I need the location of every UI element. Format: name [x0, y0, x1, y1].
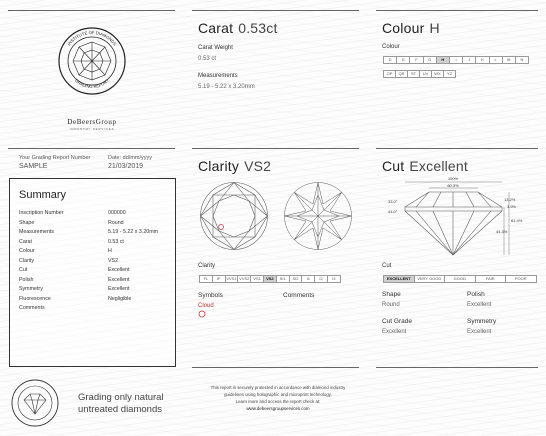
symbols-value: Cloud — [198, 303, 214, 309]
summary-row-value: 000000 — [108, 210, 126, 216]
colour-grade-cell: H — [436, 56, 450, 64]
security-text — [188, 384, 368, 412]
summary-row-value: Round — [108, 219, 124, 226]
summary-row-key: Inscription Number — [19, 210, 64, 216]
natural-diamond-seal — [10, 378, 60, 428]
summary-row — [19, 277, 169, 286]
cut-title: Cut — [382, 158, 405, 174]
colour-grade-cell: QR — [395, 70, 408, 78]
summary-row-value: Negligible — [108, 295, 132, 302]
summary-row-key: Shape — [19, 219, 35, 226]
colour-grade-cell: E — [396, 56, 410, 64]
summary-row-key: Cut — [19, 267, 28, 273]
table-pct: 100% — [447, 176, 459, 181]
pavilion-depth-pct: 44.3% — [496, 229, 508, 234]
colour-grade-cell: L — [489, 56, 503, 64]
colour-title: Colour — [382, 20, 425, 36]
summary-row-value: Excellent — [108, 276, 130, 283]
polish-label: Polish — [467, 291, 485, 298]
summary-row — [19, 248, 169, 257]
colour-heading — [382, 20, 440, 36]
clarity-grade-cell: I3 — [327, 275, 341, 283]
summary-row-key: Fluorescence — [19, 295, 51, 302]
clarity-grade-cell: I1 — [301, 275, 315, 283]
crown-pct: 60.3% — [447, 183, 459, 188]
clarity-heading — [198, 158, 271, 174]
summary-row-key: Clarity — [19, 257, 35, 264]
report-number-label: Your Grading Report Number — [19, 155, 91, 161]
cut-grade-cell: GOOD — [444, 275, 476, 283]
cut-grade-cell: EXCELLENT — [383, 275, 415, 283]
clarity-grade-cell: VS2 — [263, 275, 277, 283]
cut-grade-cell: VERY GOOD — [414, 275, 446, 283]
symbols-label: Symbols — [198, 292, 223, 299]
clarity-plot-crown-view — [199, 181, 269, 251]
colour-scale-row-1 — [383, 56, 528, 64]
colour-grade-cell: J — [462, 56, 476, 64]
measurements-label: Measurements — [198, 73, 238, 79]
summary-row-value: 5.19 - 5.22 x 3.20mm — [108, 229, 159, 235]
polish-value: Excellent — [467, 302, 492, 308]
cut-scale — [383, 275, 536, 283]
clarity-grade-cell: SI2 — [289, 275, 303, 283]
clarity-grade-cell: VVS1 — [226, 276, 237, 281]
security-line-1: This report is securely protected in accordance with diamond industry — [210, 385, 346, 390]
summary-row-value: H — [108, 248, 112, 254]
report-date-label: Date: dd/mm/yyyy — [108, 155, 153, 161]
summary-row-value: VS2 — [108, 257, 119, 264]
summary-row-key: Colour — [19, 248, 35, 254]
clarity-scale — [199, 275, 340, 283]
symmetry-value: Excellent — [467, 329, 492, 335]
total-depth-pct: 61.4% — [511, 218, 523, 223]
colour-grade-cell: WX — [431, 70, 444, 78]
clarity-grade-cell: SI1 — [276, 275, 290, 283]
cut-scale-label: Cut — [382, 263, 392, 269]
carat-title: Carat — [198, 20, 234, 36]
colour-grade-cell: UV — [419, 70, 432, 78]
clarity-grade-cell: IF — [212, 275, 226, 283]
report-date-value: 21/03/2019 — [108, 163, 144, 170]
summary-row — [19, 286, 169, 295]
measurements-value: 5.19 - 5.22 x 3.20mm — [198, 84, 255, 90]
colour-grade-cell: F — [409, 56, 423, 64]
cut-grade-value: Excellent — [382, 329, 407, 335]
summary-row-key: Comments — [19, 305, 45, 311]
colour-grade-cell: G — [423, 56, 437, 64]
website-link[interactable]: www.debeersgroupservices.com — [246, 406, 310, 411]
symmetry-label: Symmetry — [467, 318, 497, 325]
summary-row — [19, 210, 169, 219]
cut-grade-cell: POOR — [505, 275, 537, 283]
summary-row — [19, 258, 169, 267]
cut-heading — [382, 158, 468, 174]
summary-row — [19, 267, 169, 276]
shape-value: Round — [382, 302, 400, 308]
cut-grade-label: Cut Grade — [382, 318, 412, 325]
pavilion-angle: 41.0° — [388, 209, 398, 214]
summary-row — [19, 220, 169, 229]
security-line-3: Learn more and access the report check at: — [235, 399, 321, 404]
carat-weight-label: Carat Weight — [198, 45, 233, 51]
colour-value: H — [429, 20, 440, 36]
carat-heading — [198, 20, 278, 36]
girdle-pct-2: 3.9% — [507, 204, 517, 209]
clarity-title: Clarity — [198, 158, 240, 174]
summary-row — [19, 305, 169, 314]
cut-value: Excellent — [409, 158, 468, 174]
summary-row-key: Symmetry — [19, 286, 43, 292]
cut-grade-cell: FAIR — [475, 275, 507, 283]
clarity-value: VS2 — [244, 158, 272, 174]
summary-row-key: Polish — [19, 276, 34, 283]
cut-proportions-diagram — [378, 176, 536, 260]
summary-row-key: Carat — [19, 238, 32, 245]
natural-line-1: Grading only natural — [78, 392, 164, 403]
colour-grade-cell: D — [383, 56, 397, 64]
brand-name: DeBeersGroup — [67, 118, 117, 126]
colour-scale-label: Colour — [382, 44, 400, 50]
carat-weight-value: 0.53 ct — [198, 56, 217, 62]
colour-grade-cell: N — [515, 56, 529, 64]
shape-label: Shape — [382, 291, 401, 298]
girdle-pct: 13.2% — [504, 197, 516, 202]
colour-grade-cell: M — [502, 56, 516, 64]
brand-subtitle: INDUSTRY SERVICES — [69, 127, 115, 131]
summary-row — [19, 229, 169, 238]
colour-grade-cell: I — [449, 56, 463, 64]
seal-top-text: INSTITUTE OF DIAMONDS — [66, 29, 118, 47]
summary-row-key: Measurements — [19, 229, 55, 235]
colour-scale-row-2 — [383, 70, 455, 78]
summary-row-value: 0.53 ct — [108, 238, 124, 245]
colour-grade-cell: YZ — [443, 70, 456, 78]
summary-row-value: Excellent — [108, 286, 130, 292]
institute-seal-logo — [57, 26, 127, 96]
crown-angle: 33.0° — [388, 199, 398, 204]
colour-grade-cell: K — [475, 56, 489, 64]
cloud-inclusion-marker — [219, 225, 224, 230]
clarity-grade-cell: I2 — [314, 275, 328, 283]
clarity-grade-cell: VVS2 — [239, 276, 250, 281]
clarity-grade-cell: VS1 — [250, 275, 264, 283]
cloud-symbol-icon — [198, 310, 206, 318]
clarity-comments-label: Comments — [283, 292, 315, 299]
seal-bottom-text: GRADING REPORT — [74, 77, 110, 90]
clarity-scale-label: Clarity — [198, 263, 216, 269]
report-number-value: SAMPLE — [19, 163, 48, 170]
summary-row-value: Excellent — [108, 267, 130, 273]
carat-value: 0.53ct — [238, 20, 278, 36]
natural-line-2: untreated diamonds — [78, 404, 162, 415]
security-line-2: guidelines using holographic and microprint technology. — [224, 392, 332, 397]
summary-title: Summary — [19, 189, 67, 201]
colour-grade-cell: OP — [383, 70, 396, 78]
clarity-grade-cell: FL — [199, 275, 213, 283]
clarity-plot-pavilion-view — [283, 181, 353, 251]
colour-grade-cell: ST — [407, 70, 420, 78]
summary-row — [19, 239, 169, 248]
summary-row — [19, 296, 169, 305]
